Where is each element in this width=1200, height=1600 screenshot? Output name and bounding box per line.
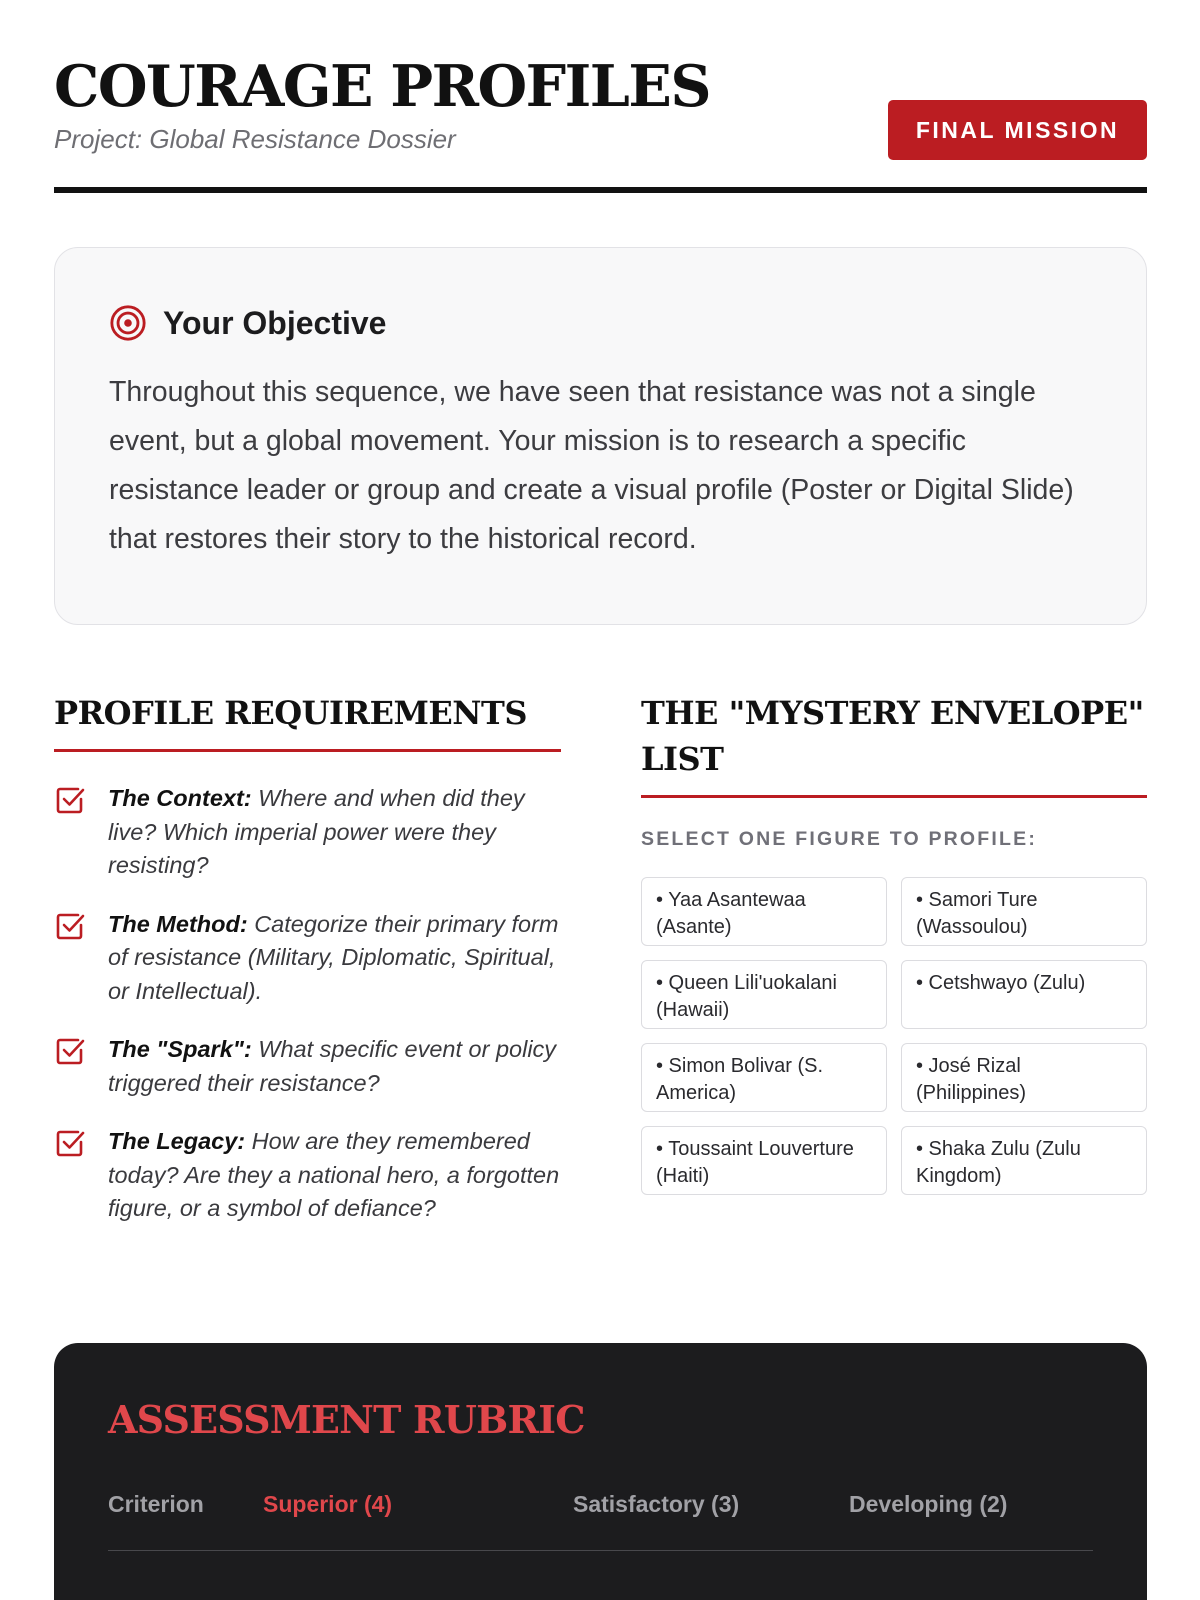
figure-card[interactable]: • Queen Lili'uokalani (Hawaii) [641,960,887,1029]
rubric-header-row [108,1491,1093,1551]
final-mission-badge: FINAL MISSION [888,100,1147,160]
requirement-text: Categorize their primary form of resistance (Military, Diplomatic, Spiritual, or Intellectual). [108,910,559,1004]
requirement-label: The Method: [108,910,248,937]
requirements-list [54,782,561,1226]
requirements-title: PROFILE REQUIREMENTS [54,694,527,732]
assessment-rubric [54,1343,1147,1600]
objective-header [109,304,1092,342]
header-divider [54,187,1147,193]
requirement-text: What specific event or policy triggered their resistance? [108,1036,557,1096]
requirements-section [54,690,561,1251]
figure-grid [641,877,1147,1195]
requirements-divider [54,749,561,752]
page-header [54,52,1147,194]
rubric-col-criterion: Criterion [108,1491,204,1517]
checkbox-check-icon [54,1127,86,1159]
figure-card[interactable]: • Samori Ture (Wassoulou) [901,877,1147,946]
figure-card[interactable]: • Cetshwayo (Zulu) [901,960,1147,1029]
requirement-text: How are they remembered today? Are they a national hero, a forgotten figure, or a symbol of defiance? [108,1128,560,1221]
page-subtitle: Project: Global Resistance Dossier [54,124,456,154]
rubric-col-superior: Superior (4) [263,1491,393,1517]
requirement-item [54,782,561,883]
figure-card[interactable]: • José Rizal (Philippines) [901,1043,1147,1112]
objective-title: Your Objective [163,304,387,341]
requirement-item [54,908,561,1009]
objective-card [54,247,1147,625]
requirement-label: The Context: [108,785,252,811]
select-figure-label: SELECT ONE FIGURE TO PROFILE: [641,828,1038,850]
figure-card[interactable]: • Shaka Zulu (Zulu Kingdom) [901,1126,1147,1195]
mystery-envelope-title: THE "MYSTERY ENVELOPE" LIST [641,694,1144,778]
mystery-envelope-section [641,690,1147,1195]
rubric-col-satisfactory: Satisfactory (3) [573,1491,740,1517]
page-title: COURAGE PROFILES [54,53,710,120]
checkbox-check-icon [54,1035,86,1067]
figure-card[interactable]: • Yaa Asantewaa (Asante) [641,877,887,946]
requirement-item [54,1033,561,1100]
rubric-title: ASSESSMENT RUBRIC [108,1397,585,1442]
figure-card[interactable]: • Simon Bolivar (S. America) [641,1043,887,1112]
requirement-item [54,1125,561,1226]
rubric-col-developing: Developing (2) [849,1491,1008,1517]
mystery-envelope-divider [641,795,1147,798]
figure-card[interactable]: • Toussaint Louverture (Haiti) [641,1126,887,1195]
requirement-label: The "Spark": [108,1036,252,1062]
checkbox-check-icon [54,784,86,816]
target-icon [109,304,147,342]
objective-text: Throughout this sequence, we have seen that resistance was not a single event, but a global movement. Your mission is to research a specific resistance leader or group and create a visual profile (Poster or Digital Slide) that restores their story to the historical record. [109,376,1074,555]
requirement-label: The Legacy: [108,1128,246,1154]
checkbox-check-icon [54,910,86,942]
requirement-text: Where and when did they live? Which imperial power were they resisting? [108,785,525,878]
